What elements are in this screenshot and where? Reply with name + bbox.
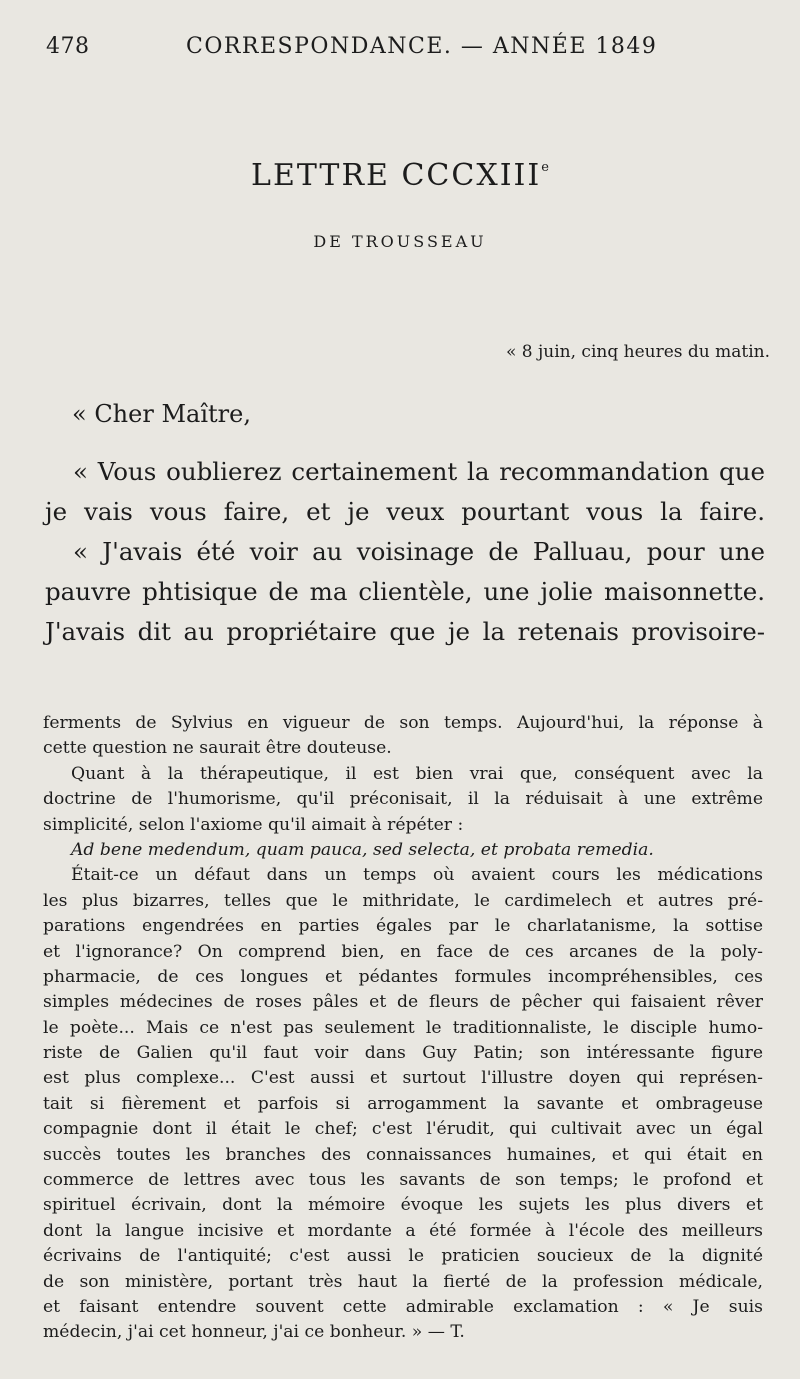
note-line: Quant à la thérapeutique, il est bien vrai que, conséquent avec la — [71, 763, 763, 784]
note-line: parations engendrées en parties égales par le charlatanisme, la sottise — [43, 916, 763, 937]
letter-line: « Vous oublierez certainement la recommandation que — [73, 457, 765, 486]
footnote-section — [43, 711, 763, 1346]
letter-sender: DE TROUSSEAU — [313, 232, 487, 251]
letter-salutation: « Cher Maître, — [72, 400, 251, 428]
note-line: pharmacie, de ces longues et pédantes formules incompréhensibles, ces — [43, 966, 763, 987]
note-line: écrivains de l'antiquité; c'est aussi le praticien soucieux de la dignité — [43, 1246, 763, 1267]
note-line: et faisant entendre souvent cette admirable exclamation : « Je suis — [43, 1296, 763, 1317]
note-line: de son ministère, portant très haut la fierté de la profession médicale, — [43, 1271, 763, 1292]
running-head: CORRESPONDANCE. — ANNÉE 1849 — [186, 34, 658, 59]
note-line: est plus complexe... C'est aussi et surtout l'illustre doyen qui représen- — [43, 1068, 763, 1089]
page-header — [46, 34, 762, 66]
latin-quote: Ad bene medendum, quam pauca, sed selecta, et probata remedia. — [71, 839, 654, 860]
note-line: simplicité, selon l'axiome qu'il aimait à répéter : — [43, 814, 464, 835]
note-line: le poète... Mais ce n'est pas seulement le traditionnaliste, le disciple humo- — [43, 1017, 763, 1038]
page-number: 478 — [46, 34, 90, 59]
note-line: doctrine de l'humorisme, qu'il préconisait, il la réduisait à une extrême — [43, 789, 763, 810]
letter-line: J'avais dit au propriétaire que je la retenais provisoire- — [45, 617, 765, 646]
note-line: médecin, j'ai cet honneur, j'ai ce bonheur. » — T. — [43, 1322, 465, 1343]
note-line: ferments de Sylvius en vigueur de son temps. Aujourd'hui, la réponse à — [43, 713, 763, 733]
note-line: les plus bizarres, telles que le mithridate, le cardimelech et autres pré- — [43, 890, 763, 911]
note-line: cette question ne saurait être douteuse. — [43, 738, 392, 759]
letter-body — [45, 452, 765, 652]
note-line: tait si fièrement et parfois si arrogamment la savante et ombrageuse — [43, 1093, 763, 1114]
letter-title — [0, 158, 800, 193]
letter-title-superscript: e — [541, 160, 549, 175]
note-line: simples médecines de roses pâles et de fleurs de pêcher qui faisaient rêver — [43, 992, 763, 1013]
note-line: riste de Galien qu'il faut voir dans Guy Patin; son intéressante figure — [43, 1043, 763, 1064]
letter-line: « J'avais été voir au voisinage de Palluau, pour une — [73, 537, 765, 566]
note-line: Était-ce un défaut dans un temps où avaient cours les médications — [71, 865, 763, 886]
note-line: spirituel écrivain, dont la mémoire évoque les sujets les plus divers et — [43, 1195, 763, 1216]
note-line: compagnie dont il était le chef; c'est l'érudit, qui cultivait avec un égal — [43, 1119, 763, 1140]
note-line: commerce de lettres avec tous les savants de son temps; le profond et — [43, 1170, 763, 1191]
letter-date: « 8 juin, cinq heures du matin. — [505, 342, 770, 362]
letter-line: je vais vous faire, et je veux pourtant vous la faire. — [45, 497, 765, 526]
letter-line: pauvre phtisique de ma clientèle, une jolie maisonnette. — [45, 577, 765, 606]
note-line: et l'ignorance? On comprend bien, en face de ces arcanes de la poly- — [43, 941, 763, 962]
letter-title-main: LETTRE CCCXIII — [251, 158, 542, 193]
note-line: dont la langue incisive et mordante a été formée à l'école des meilleurs — [43, 1220, 763, 1241]
note-line: succès toutes les branches des connaissances humaines, et qui était en — [43, 1144, 763, 1165]
